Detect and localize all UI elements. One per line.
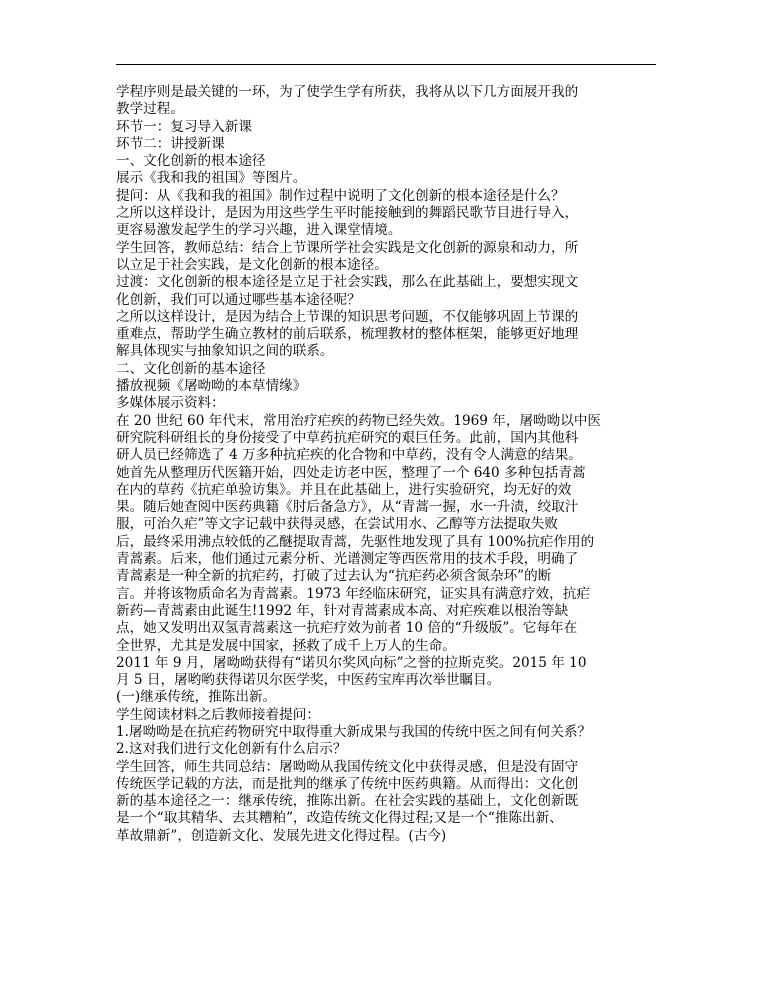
text-line: 言。并将该物质命名为青蒿素。1973 年经临床研究，证实具有满意疗效，抗疟 — [116, 585, 590, 602]
text-line: 提问：从《我和我的祖国》制作过程中说明了文化创新的根本途径是什么？ — [116, 187, 565, 204]
text-line: (一)继承传统，推陈出新。 — [116, 689, 277, 706]
text-line: 后，最终采用沸点较低的乙醚提取青蒿，先驱性地发现了具有 100%抗疟作用的 — [116, 533, 595, 550]
text-line: 多媒体展示资料： — [116, 395, 225, 412]
text-line: 果。随后她查阅中医药典籍《肘后备急方》，从“青蒿一握，水一升渍，绞取汁 — [116, 499, 579, 516]
text-line: 之所以这样设计，是因为用这些学生平时能接触到的舞蹈民歌节目进行导入， — [116, 205, 579, 222]
text-line: 传统医学记载的方法，而是批判的继承了传统中医药典籍。从而得出：文化创 — [116, 775, 579, 792]
text-line: 环节一：复习导入新课 — [116, 118, 252, 135]
text-line: 播放视频《屠呦呦的本草情缘》 — [116, 378, 307, 395]
text-line: 服，可治久疟”等文字记载中获得灵感，在尝试用水、乙醇等方法提取失败 — [116, 516, 558, 533]
document-body — [116, 84, 656, 845]
text-line: 在 20 世纪 60 年代末，常用治疗疟疾的药物已经失效。1969 年，屠呦呦以中医 — [116, 412, 602, 429]
text-line: 解具体现实与抽象知识之间的联系。 — [116, 343, 334, 360]
text-line: 青蒿素是一种全新的抗疟药，打破了过去认为“抗疟药必须含氮杂环”的断 — [116, 568, 552, 585]
text-line: 环节二：讲授新课 — [116, 135, 225, 152]
text-line: 以立足于社会实践，是文化创新的根本途径。 — [116, 256, 388, 273]
text-line: 更容易激发起学生的学习兴趣，进入课堂情境。 — [116, 222, 402, 239]
text-line: 2011 年 9 月，屠呦呦获得有“诺贝尔奖风向标”之誉的拉斯克奖。2015 年 10 — [116, 654, 587, 671]
text-line: 学程序则是最关键的一环，为了使学生学有所获，我将从以下几方面展开我的 — [116, 84, 579, 100]
text-line: 重难点，帮助学生确立教材的前后联系，梳理教材的整体框架，能够更好地理 — [116, 326, 579, 343]
text-line: 二、文化创新的基本途径 — [116, 360, 266, 377]
text-line: 过渡：文化创新的根本途径是立足于社会实践，那么在此基础上，要想实现文 — [116, 274, 579, 291]
text-line: 研人员已经筛选了 4 万多种抗疟疾的化合物和中草药，没有令人满意的结果。 — [116, 447, 582, 464]
text-line: 1.屠呦呦是在抗疟药物研究中取得重大新成果与我国的传统中医之间有何关系？ — [116, 723, 592, 740]
text-line: 学生阅读材料之后教师接着提问： — [116, 706, 320, 723]
text-line: 学生回答，师生共同总结：屠呦呦从我国传统文化中获得灵感，但是没有固守 — [116, 758, 579, 775]
text-line: 2.这对我们进行文化创新有什么启示？ — [116, 741, 347, 758]
text-line: 展示《我和我的祖国》等图片。 — [116, 170, 307, 187]
text-line: 月 5 日，屠哟哟获得诺贝尔医学奖，中医药宝库再次举世瞩目。 — [116, 672, 501, 689]
text-line: 是一个“取其精华、去其糟粕”，改造传统文化得过程;又是一个“推陈出新、 — [116, 810, 563, 827]
header-rule — [116, 64, 656, 65]
text-line: 点，她又发明出双氢青蒿素这一抗疟疗效为前者 10 倍的“升级版”。它每年在 — [116, 620, 578, 637]
text-line: 她首先从整理历代医籍开始，四处走访老中医，整理了一个 640 多种包括青蒿 — [116, 464, 586, 481]
text-line: 化创新，我们可以通过哪些基本途径呢？ — [116, 291, 361, 308]
text-line: 研究院科研组长的身份接受了中草药抗疟研究的艰巨任务。此前，国内其他科 — [116, 429, 579, 446]
text-line: 青蒿素。后来，他们通过元素分析、光谱测定等西医常用的技术手段，明确了 — [116, 551, 579, 568]
text-line: 全世界，尤其是发展中国家，拯救了成千上万人的生命。 — [116, 637, 456, 654]
text-line: 教学过程。 — [116, 101, 184, 118]
text-line: 新药—青蒿素由此诞生!1992 年，针对青蒿素成本高、对疟疾难以根治等缺 — [116, 602, 569, 619]
text-line: 在内的草药《抗疟单验访集》。并且在此基础上，进行实验研究，均无好的效 — [116, 481, 572, 498]
text-line: 之所以这样设计，是因为结合上节课的知识思考问题，不仅能够巩固上节课的 — [116, 308, 579, 325]
text-line: 革故鼎新”，创造新文化、发展先进文化得过程。(古今) — [116, 827, 447, 844]
text-line: 新的基本途径之一：继承传统，推陈出新。在社会实践的基础上，文化创新既 — [116, 793, 579, 810]
text-line: 一、文化创新的根本途径 — [116, 153, 266, 170]
text-line: 学生回答，教师总结：结合上节课所学社会实践是文化创新的源泉和动力，所 — [116, 239, 579, 256]
